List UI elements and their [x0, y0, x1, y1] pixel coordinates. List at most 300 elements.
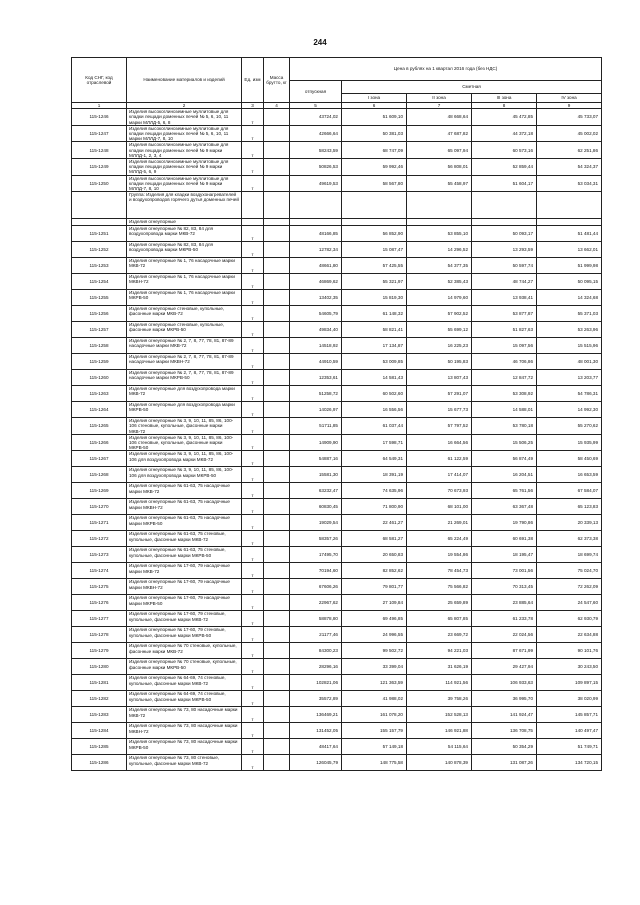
table-row — [72, 707, 602, 723]
item-unit: т — [242, 258, 264, 274]
column-number: 1 — [72, 103, 127, 109]
zone-1-price: 15 087,47 — [342, 242, 407, 258]
item-unit: т — [242, 125, 264, 142]
zone-4-price: 15 515,96 — [537, 338, 602, 354]
zone-2-price: 65 224,49 — [407, 531, 472, 547]
table-row — [72, 109, 602, 126]
item-unit: т — [242, 691, 264, 707]
release-price: 19029,54 — [290, 515, 342, 531]
item-unit: т — [242, 627, 264, 643]
item-unit: т — [242, 723, 264, 739]
zone-1-price: 99 502,72 — [342, 643, 407, 659]
zone-3-price: 46 706,86 — [472, 354, 537, 370]
zone-4-price: 50 095,15 — [537, 274, 602, 290]
release-price: 67606,26 — [290, 579, 342, 595]
zone-1-price: 61 148,32 — [342, 306, 407, 322]
table-row — [72, 723, 602, 739]
table-row — [72, 499, 602, 515]
item-mass — [264, 563, 290, 579]
zone-4-price: 53 263,96 — [537, 322, 602, 338]
release-price: 13402,35 — [290, 290, 342, 306]
release-price: 12782,34 — [290, 242, 342, 258]
zone-1-price: 24 996,55 — [342, 627, 407, 643]
item-code: 115-1253 — [72, 258, 127, 274]
zone-1-price: 155 157,79 — [342, 723, 407, 739]
release-price: 131452,05 — [290, 723, 342, 739]
release-price: 58878,80 — [290, 611, 342, 627]
zone-2-price: 19 554,86 — [407, 547, 472, 563]
release-price: 17495,70 — [290, 547, 342, 563]
zone-2-price: 25 659,89 — [407, 595, 472, 611]
item-unit: т — [242, 595, 264, 611]
table-body — [72, 103, 602, 771]
item-unit: т — [242, 707, 264, 723]
item-code: 115-1252 — [72, 242, 127, 258]
empty-cell — [472, 219, 537, 226]
item-mass — [264, 386, 290, 402]
release-price: 58243,59 — [290, 142, 342, 159]
item-unit: т — [242, 563, 264, 579]
item-name: Изделия огнеупорные № 2, 7, 8, 77, 78, 81, 87-89 насадочные марки МКВ-72 — [127, 338, 242, 354]
release-price: 12353,61 — [290, 370, 342, 386]
item-code: 115-1276 — [72, 595, 127, 611]
zone-4-price: 13 662,01 — [537, 242, 602, 258]
empty-cell — [290, 192, 342, 219]
header-zone-3: III зона — [472, 94, 537, 103]
zone-3-price: 87 671,99 — [472, 643, 537, 659]
zone-3-price: 51 604,17 — [472, 175, 537, 192]
zone-2-price: 23 669,72 — [407, 627, 472, 643]
item-name: Изделия огнеупорные № 17-60, 79 стеновые, купольные, фасонные марки МКРВ-50 — [127, 627, 242, 643]
release-price: 28296,16 — [290, 659, 342, 675]
empty-cell — [290, 219, 342, 226]
zone-3-price: 13 938,41 — [472, 290, 537, 306]
zone-4-price: 134 720,15 — [537, 755, 602, 771]
release-price: 48166,85 — [290, 226, 342, 242]
release-price: 49834,40 — [290, 322, 342, 338]
zone-3-price: 15 506,25 — [472, 434, 537, 451]
table-row — [72, 306, 602, 322]
zone-4-price: 75 024,70 — [537, 563, 602, 579]
table-row — [72, 531, 602, 547]
item-name: Изделия высокоглиноземные муллитовые для кладки лещади доменных печей № 5, 6, 10, 11 марки МЛЛД-7, 8, 10 — [127, 125, 242, 142]
zone-3-price: 29 427,94 — [472, 659, 537, 675]
release-price: 84300,23 — [290, 643, 342, 659]
item-name: Изделия высокоглиноземные муллитовые для кладки лещади доменных печей № 9 марки МЛЛД-7, 8, 10 — [127, 175, 242, 192]
table-row — [72, 242, 602, 258]
zone-4-price: 90 101,76 — [537, 643, 602, 659]
zone-1-price: 53 009,85 — [342, 354, 407, 370]
zone-3-price: 52 859,44 — [472, 159, 537, 176]
item-unit: т — [242, 467, 264, 483]
table-row — [72, 159, 602, 176]
zone-2-price: 55 699,12 — [407, 322, 472, 338]
item-code: 115-1268 — [72, 467, 127, 483]
table-row — [72, 515, 602, 531]
release-price: 14026,97 — [290, 402, 342, 418]
item-unit: т — [242, 755, 264, 771]
item-name: Изделия огнеупорные № 17-60, 79 насадочные марки МКВ-72 — [127, 563, 242, 579]
zone-1-price: 50 381,03 — [342, 125, 407, 142]
item-code: 115-1284 — [72, 723, 127, 739]
zone-1-price: 60 502,60 — [342, 386, 407, 402]
item-mass — [264, 499, 290, 515]
release-price: 58357,26 — [290, 531, 342, 547]
zone-1-price: 22 461,27 — [342, 515, 407, 531]
table-row — [72, 290, 602, 306]
item-code: 115-1246 — [72, 109, 127, 126]
zone-2-price: 70 673,93 — [407, 483, 472, 499]
item-mass — [264, 659, 290, 675]
zone-3-price: 18 195,47 — [472, 547, 537, 563]
item-name: Изделия огнеупорные № 1, 76 насадочные марки МКВН-72 — [127, 274, 242, 290]
item-mass — [264, 467, 290, 483]
zone-1-price: 14 581,43 — [342, 370, 407, 386]
table-row — [72, 595, 602, 611]
empty-cell — [242, 192, 264, 219]
table-row — [72, 125, 602, 142]
zone-1-price: 16 556,56 — [342, 402, 407, 418]
zone-4-price: 22 634,88 — [537, 627, 602, 643]
table-row — [72, 322, 602, 338]
zone-4-price: 20 339,13 — [537, 515, 602, 531]
item-code: 115-1272 — [72, 531, 127, 547]
item-code: 115-1278 — [72, 627, 127, 643]
zone-2-price: 68 101,00 — [407, 499, 472, 515]
item-name: Изделия огнеупорные № 82, 83, 84 для воздухопровода марки МКВ-72 — [127, 226, 242, 242]
zone-3-price: 14 588,01 — [472, 402, 537, 418]
item-name: Изделия высокоглиноземные муллитовые для кладки лещади доменных печей № 9 марки МЛЛД-5, 6, 9 — [127, 159, 242, 176]
item-name: Изделия огнеупорные для воздухопровода марки МКРВ-50 — [127, 402, 242, 418]
zone-3-price: 50 093,17 — [472, 226, 537, 242]
release-price: 14909,90 — [290, 434, 342, 451]
zone-4-price: 51 749,71 — [537, 739, 602, 755]
empty-cell — [537, 192, 602, 219]
item-mass — [264, 627, 290, 643]
item-name: Изделия огнеупорные № 61-63, 75 стеновые, купольные, фасонные марки МКВ-72 — [127, 531, 242, 547]
item-mass — [264, 643, 290, 659]
item-mass — [264, 547, 290, 563]
zone-4-price: 145 857,71 — [537, 707, 602, 723]
empty-cell — [472, 192, 537, 219]
table-row — [72, 418, 602, 435]
zone-4-price: 72 262,09 — [537, 579, 602, 595]
header-mass: Масса брутто, кг — [264, 58, 290, 103]
item-unit: т — [242, 306, 264, 322]
item-mass — [264, 483, 290, 499]
item-mass — [264, 338, 290, 354]
zone-3-price: 53 877,87 — [472, 306, 537, 322]
release-price: 21177,46 — [290, 627, 342, 643]
zone-3-price: 131 087,26 — [472, 755, 537, 771]
item-code: 115-1283 — [72, 707, 127, 723]
item-unit: т — [242, 499, 264, 515]
item-code: 115-1280 — [72, 659, 127, 675]
item-code: 115-1285 — [72, 739, 127, 755]
zone-1-price: 121 363,59 — [342, 675, 407, 691]
zone-1-price: 58 567,80 — [342, 175, 407, 192]
zone-2-price: 140 878,39 — [407, 755, 472, 771]
release-price: 54605,79 — [290, 306, 342, 322]
item-name: Изделия огнеупорные № 70 стеновые, купольные, фасонные марки МКВ-72 — [127, 643, 242, 659]
zone-2-price: 21 269,01 — [407, 515, 472, 531]
zone-1-price: 68 581,27 — [342, 531, 407, 547]
column-number: 8 — [472, 103, 537, 109]
zone-4-price: 48 001,30 — [537, 354, 602, 370]
item-unit: т — [242, 739, 264, 755]
item-mass — [264, 125, 290, 142]
group-heading: Группа: Изделия для кладки воздухонагревателей и воздухопроводов горячего дутья доменных печей — [127, 192, 242, 219]
empty-cell — [264, 192, 290, 219]
release-price: 136469,21 — [290, 707, 342, 723]
zone-4-price: 54 786,31 — [537, 386, 602, 402]
empty-cell — [242, 219, 264, 226]
zone-3-price: 15 097,56 — [472, 338, 537, 354]
zone-1-price: 59 992,46 — [342, 159, 407, 176]
zone-2-price: 15 677,73 — [407, 402, 472, 418]
item-unit: т — [242, 643, 264, 659]
table-row — [72, 579, 602, 595]
item-mass — [264, 451, 290, 467]
header-zone-4: IV зона — [537, 94, 602, 103]
item-code: 115-1249 — [72, 159, 127, 176]
item-code: 115-1251 — [72, 226, 127, 242]
zone-3-price: 12 847,72 — [472, 370, 537, 386]
item-name: Изделия огнеупорные № 61-63, 75 стеновые, купольные, фасонные марки МКРВ-50 — [127, 547, 242, 563]
release-price: 51711,85 — [290, 418, 342, 435]
table-row — [72, 142, 602, 159]
table-row — [72, 643, 602, 659]
release-price: 46869,62 — [290, 274, 342, 290]
header-price-title: Цена в рублях на 1 квартал 2016 года (без НДС) — [290, 58, 602, 81]
item-mass — [264, 418, 290, 435]
zone-2-price: 146 921,88 — [407, 723, 472, 739]
zone-4-price: 54 324,37 — [537, 159, 602, 176]
zone-3-price: 50 354,29 — [472, 739, 537, 755]
item-mass — [264, 258, 290, 274]
zone-3-price: 56 874,49 — [472, 451, 537, 467]
item-unit: т — [242, 579, 264, 595]
item-code: 115-1274 — [72, 563, 127, 579]
release-price: 48661,80 — [290, 258, 342, 274]
zone-2-price: 31 626,19 — [407, 659, 472, 675]
subgroup-row — [72, 219, 602, 226]
item-name: Изделия огнеупорные № 3, 9, 10, 11, 85, 86, 100-106 стеновые, купольные, фасонные марки МКРВ-50 — [127, 434, 242, 451]
item-code: 115-1257 — [72, 322, 127, 338]
header-name: Наименование материалов и изделий — [127, 58, 242, 103]
item-code: 115-1255 — [72, 290, 127, 306]
item-name: Изделия высокоглиноземные муллитовые для кладки лещади доменных печей № 5, 6, 10, 11 марки МЛЛД-5, 6, 8 — [127, 109, 242, 126]
header-estimate: Сметная — [342, 81, 602, 94]
item-code: 115-1247 — [72, 125, 127, 142]
item-mass — [264, 691, 290, 707]
item-name: Изделия огнеупорные № 61-63, 75 насадочные марки МКРВ-50 — [127, 515, 242, 531]
item-name: Изделия огнеупорные № 64-69, 74 стеновые, купольные, фасонные марки МКВ-72 — [127, 675, 242, 691]
release-price: 60830,45 — [290, 499, 342, 515]
zone-4-price: 51 999,98 — [537, 258, 602, 274]
zone-3-price: 63 367,48 — [472, 499, 537, 515]
zone-2-price: 61 122,59 — [407, 451, 472, 467]
item-unit: т — [242, 402, 264, 418]
subgroup-heading: Изделия огнеупорные — [127, 219, 242, 226]
release-price: 102821,06 — [290, 675, 342, 691]
zone-3-price: 23 885,64 — [472, 595, 537, 611]
zone-1-price: 55 321,97 — [342, 274, 407, 290]
zone-2-price: 65 097,94 — [407, 142, 472, 159]
item-mass — [264, 370, 290, 386]
item-code: 115-1273 — [72, 547, 127, 563]
zone-3-price: 136 708,75 — [472, 723, 537, 739]
release-price: 43724,02 — [290, 109, 342, 126]
column-number: 7 — [407, 103, 472, 109]
item-mass — [264, 274, 290, 290]
release-price: 35572,89 — [290, 691, 342, 707]
zone-3-price: 65 761,56 — [472, 483, 537, 499]
column-number: 3 — [242, 103, 264, 109]
item-mass — [264, 675, 290, 691]
zone-2-price: 17 414,07 — [407, 467, 472, 483]
table-row — [72, 175, 602, 192]
zone-4-price: 30 243,50 — [537, 659, 602, 675]
zone-2-price: 54 377,35 — [407, 258, 472, 274]
table-row — [72, 563, 602, 579]
table-row — [72, 755, 602, 771]
item-unit: т — [242, 142, 264, 159]
item-code: 115-1248 — [72, 142, 127, 159]
zone-2-price: 57 291,07 — [407, 386, 472, 402]
zone-4-price: 55 371,03 — [537, 306, 602, 322]
item-mass — [264, 739, 290, 755]
item-code: 115-1270 — [72, 499, 127, 515]
group-row — [72, 192, 602, 219]
item-code: 115-1250 — [72, 175, 127, 192]
zone-3-price: 19 790,86 — [472, 515, 537, 531]
item-name: Изделия огнеупорные № 1, 76 насадочные марки МКРВ-50 — [127, 290, 242, 306]
empty-cell — [407, 219, 472, 226]
item-name: Изделия огнеупорные стеновые, купольные, фасонные марки МКВ-72 — [127, 306, 242, 322]
zone-1-price: 64 549,31 — [342, 451, 407, 467]
zone-1-price: 15 819,30 — [342, 290, 407, 306]
group-code-cell — [72, 192, 127, 219]
item-unit: т — [242, 338, 264, 354]
item-name: Изделия огнеупорные № 73, 80 насадочные марки МКВ-72 — [127, 707, 242, 723]
item-unit: т — [242, 109, 264, 126]
item-name: Изделия огнеупорные № 73, 80 насадочные марки МКРВ-50 — [127, 739, 242, 755]
zone-2-price: 94 221,03 — [407, 643, 472, 659]
item-mass — [264, 402, 290, 418]
zone-3-price: 48 744,27 — [472, 274, 537, 290]
zone-1-price: 17 598,71 — [342, 434, 407, 451]
item-mass — [264, 242, 290, 258]
zone-3-price: 51 827,63 — [472, 322, 537, 338]
header-unit: Ед. изм — [242, 58, 264, 103]
zone-3-price: 53 780,18 — [472, 418, 537, 435]
item-name: Изделия огнеупорные № 70 стеновые, купольные, фасонные марки МКРВ-50 — [127, 659, 242, 675]
table-row — [72, 691, 602, 707]
zone-1-price: 41 988,02 — [342, 691, 407, 707]
item-code: 115-1275 — [72, 579, 127, 595]
item-unit: т — [242, 226, 264, 242]
item-mass — [264, 531, 290, 547]
page-number: 244 — [313, 38, 327, 47]
table-row — [72, 386, 602, 402]
zone-1-price: 18 391,19 — [342, 467, 407, 483]
release-price: 70194,60 — [290, 563, 342, 579]
item-mass — [264, 515, 290, 531]
item-unit: т — [242, 547, 264, 563]
zone-2-price: 152 528,13 — [407, 707, 472, 723]
item-code: 115-1263 — [72, 386, 127, 402]
column-number: 9 — [537, 103, 602, 109]
item-code: 115-1286 — [72, 755, 127, 771]
item-name: Изделия огнеупорные № 3, 9, 10, 11, 85, 86, 100-106 для воздухопровода марки МКРВ-50 — [127, 467, 242, 483]
zone-1-price: 57 425,55 — [342, 258, 407, 274]
zone-4-price: 62 930,79 — [537, 611, 602, 627]
item-unit: т — [242, 370, 264, 386]
item-unit: т — [242, 611, 264, 627]
item-unit: т — [242, 175, 264, 192]
zone-2-price: 50 195,83 — [407, 354, 472, 370]
item-name: Изделия огнеупорные № 3, 9, 10, 11, 85, 86, 100-106 стеновые, купольные, фасонные марки МКВ-72 — [127, 418, 242, 435]
item-name: Изделия огнеупорные № 61-63, 75 насадочные марки МКВН-72 — [127, 499, 242, 515]
table-row — [72, 338, 602, 354]
zone-3-price: 73 001,56 — [472, 563, 537, 579]
item-name: Изделия огнеупорные № 61-63, 75 насадочные марки МКВ-72 — [127, 483, 242, 499]
item-unit: т — [242, 451, 264, 467]
zone-1-price: 148 775,58 — [342, 755, 407, 771]
item-unit: т — [242, 386, 264, 402]
zone-2-price: 16 664,56 — [407, 434, 472, 451]
item-mass — [264, 755, 290, 771]
item-name: Изделия огнеупорные № 2, 7, 8, 77, 78, 81, 87-89 насадочные марки МКВН-72 — [127, 354, 242, 370]
header-zone-2: II зона — [407, 94, 472, 103]
zone-3-price: 36 995,70 — [472, 691, 537, 707]
empty-cell — [342, 192, 407, 219]
zone-1-price: 17 134,87 — [342, 338, 407, 354]
item-unit: т — [242, 274, 264, 290]
zone-4-price: 62 373,38 — [537, 531, 602, 547]
zone-3-price: 16 204,51 — [472, 467, 537, 483]
item-name: Изделия огнеупорные № 64-69, 74 стеновые, купольные, фасонные марки МКРВ-50 — [127, 691, 242, 707]
item-code: 115-1265 — [72, 418, 127, 435]
zone-4-price: 51 481,44 — [537, 226, 602, 242]
item-code: 115-1267 — [72, 451, 127, 467]
item-mass — [264, 723, 290, 739]
zone-2-price: 75 566,82 — [407, 579, 472, 595]
zone-1-price: 161 078,20 — [342, 707, 407, 723]
zone-4-price: 140 497,47 — [537, 723, 602, 739]
item-unit: т — [242, 322, 264, 338]
price-table — [71, 57, 602, 771]
zone-1-price: 20 650,83 — [342, 547, 407, 563]
table-row — [72, 226, 602, 242]
zone-4-price: 58 450,69 — [537, 451, 602, 467]
table-row — [72, 739, 602, 755]
zone-4-price: 14 324,68 — [537, 290, 602, 306]
zone-1-price: 56 852,90 — [342, 226, 407, 242]
release-price: 50826,53 — [290, 159, 342, 176]
item-code: 115-1266 — [72, 434, 127, 451]
header-zone-1: I зона — [342, 94, 407, 103]
item-unit: т — [242, 515, 264, 531]
item-unit: т — [242, 675, 264, 691]
zone-2-price: 47 687,82 — [407, 125, 472, 142]
item-unit: т — [242, 418, 264, 435]
zone-2-price: 14 979,60 — [407, 290, 472, 306]
table-row — [72, 467, 602, 483]
table-row — [72, 258, 602, 274]
item-name: Изделия огнеупорные № 73, 80 насадочные марки МКВН-72 — [127, 723, 242, 739]
